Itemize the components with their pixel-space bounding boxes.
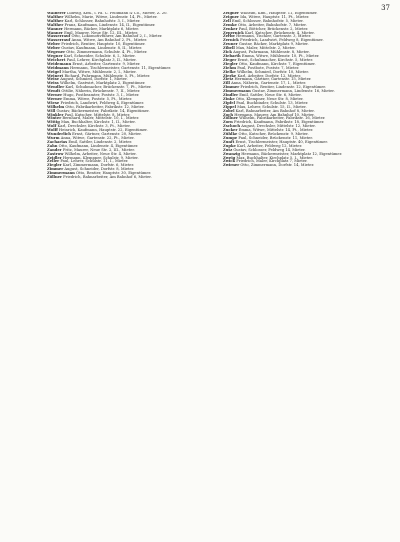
entry-text: Emil, Maurer, Neue Str. 12, III., Mieter.	[64, 30, 139, 35]
entry-text: Gustav, Kaufmann, Lindenstr. 8, II., Mieter.	[61, 46, 143, 51]
entry-text: Friedrich, Rentier, Hauptstr. 10, Eigentümer.	[61, 42, 146, 47]
entry-name: Zeigner	[223, 12, 239, 15]
entry-text: Karl, Bahnarbeiter, Am Bahnhof 8, Mieter.	[235, 108, 315, 113]
left-column	[47, 12, 211, 534]
entry-text: Karl, Zimmermann, Dorfstr. 6, Mieter.	[62, 163, 135, 168]
entry-text: Heinrich, Kaufmann, Hauptstr. 22, Eigentümer.	[58, 128, 148, 133]
directory-entry	[47, 176, 211, 180]
entry-name: Ziebarth	[223, 53, 241, 58]
entry-text: Otto, Rentier, Hauptstr. 30, Eigentümer.	[76, 171, 152, 176]
entry-text: Richard, Fuhrmann, Mühlenstr. 5, Pt., Mieter.	[64, 73, 151, 78]
entry-text: Max, Lehrer, Schulstr. 15, II., Mieter.	[237, 104, 307, 109]
entry-text: Bernhard, Maler, Mittelstr. 10, I., Mieter.	[62, 116, 140, 121]
entry-name: Zwirner	[223, 163, 240, 168]
entry-name: Zöllner	[47, 175, 62, 180]
entry-name: Zobel	[223, 108, 235, 113]
entry-name: Zielke	[223, 69, 236, 74]
entry-name: Weber	[47, 46, 61, 51]
entry-name: Walther	[47, 14, 64, 19]
entry-name: Ziegler	[47, 163, 62, 168]
entry-text: Otto, Zimmermann, Dorfstr. 14, Mieter.	[240, 163, 315, 168]
entry-name: Zimmermann	[47, 171, 75, 176]
entry-name: Wasserrauf	[47, 38, 71, 43]
entry-name: Wanner	[47, 26, 63, 31]
entry-text: Fritz, Maurer, Neue Str. 2, III., Mieter.	[62, 147, 135, 152]
entry-text: Karl, Arbeiter, Feldweg 12, Mieter.	[237, 143, 303, 148]
entry-text: August, Drechsler, Mittelstr. 12, Mieter.	[241, 124, 316, 129]
entry-text: Karl, Schuhmacher, Brückenstr. 7, Pt., Mieter.	[65, 85, 152, 90]
entry-name: Ziegler	[223, 61, 238, 66]
entry-text: Hermann, Bäcker, Marktplatz 6, Mieter.	[64, 26, 139, 31]
entry-name: Walberer	[47, 12, 66, 15]
entry-text: Ernst, Arbeiter, Gartenstr. 9, Mieter.	[72, 61, 141, 66]
entry-name: Zastrow	[47, 151, 64, 156]
entry-text: Wilhelm, Schmied, Dorfstr. 10, Mieter.	[236, 69, 309, 74]
entry-text: Paul, Böttcher, Brückenstr. 2, Mieter.	[238, 26, 309, 31]
entry-name: Zimmermann	[223, 89, 251, 94]
entry-name: Zimmer	[47, 167, 64, 172]
entry-name: Zeller	[47, 159, 60, 164]
entry-name: Walther	[47, 18, 64, 23]
entry-text: Hermann, Bäckermeister, Marktplatz 12, Eigentümer.	[241, 151, 343, 156]
entry-name: Zühlke	[223, 132, 238, 137]
entry-text: Paul, Kutscher, Mittelstr. 8, Mieter.	[64, 112, 131, 117]
entry-text: Emil, Schlosser, Bahnhofstr. 5, Mieter.	[232, 18, 304, 23]
directory-entry	[223, 164, 387, 168]
entry-text: Otto, Arbeiter, Bahnhofstr. 7, Mieter.	[238, 22, 307, 27]
entry-text: Max, Buchhalter, Kirchstr. 1, II., Mieter.	[61, 120, 136, 125]
entry-text: Anna, Witwe, Am Bahnhof 2, Pt., Mieter.	[71, 38, 148, 43]
entry-name: Zeidler	[47, 155, 62, 160]
entry-text: Ernst, Schuhmacher, Kirchstr. 5, Mieter.	[237, 57, 314, 62]
entry-name: Zenker	[223, 26, 238, 31]
entry-name: Wiese	[47, 100, 60, 105]
entry-text: Hermann, Maurer, Am Bahnhof 10, Mieter.	[234, 112, 315, 117]
entry-name: Zoch	[223, 112, 234, 117]
entry-text: Wilhelm, Arbeiter, Neue Str. 4, Mieter.	[64, 151, 137, 156]
entry-name: Wunderlich	[47, 132, 71, 137]
entry-text: Otto, Zimmermann, Schulstr. 4, Pt., Mieter.	[66, 50, 148, 55]
entry-name: Wasserrauf	[47, 34, 71, 39]
entry-text: Paul, Postbote, Poststr. 7, Mieter.	[237, 65, 300, 70]
entry-text: Paul, Buchbinder, Schulstr. 13, Mieter.	[236, 100, 309, 105]
entry-name: Zernick	[223, 38, 239, 43]
entry-name: Zibell	[223, 46, 235, 51]
entry-name: Zill	[223, 81, 230, 86]
entry-text: Wilhelm, Marie, Witwe, Lindenstr. 14, Pt., Mieter.	[64, 14, 158, 19]
entry-name: Zorn	[223, 120, 233, 125]
entry-text: Emil, Sattler, Lindenstr. 2, Mieter.	[68, 139, 133, 144]
entry-text: Franz, Kaufmann, Lindenstr. 14, II., Eigentümer.	[64, 22, 156, 27]
entry-name: Weichert	[47, 57, 66, 62]
entry-name: Zacharias	[47, 139, 68, 144]
entry-text: Emma, Witwe, Mühlenstr. 10, Pt., Mieter.	[241, 53, 320, 58]
entry-text: Gustav, Bäcker, Marktplatz 9, Mieter.	[238, 42, 309, 47]
entry-name: Zöllner	[223, 116, 238, 121]
entry-text: Hermann, Tischler, Gartenstr. 3, Mieter.	[236, 34, 312, 39]
entry-text: Karl, Arbeiter, Dorfstr. 12, Mieter.	[237, 73, 301, 78]
entry-text: Martha, Witwe, Mühlenstr. 2, I., Mieter.	[62, 69, 137, 74]
entry-name: Zepernick	[223, 30, 244, 35]
entry-name: Zimmer	[223, 85, 240, 90]
entry-text: Gustav, Schlosser, Feldweg 14, Mieter.	[233, 147, 306, 152]
entry-text: Ida, Witwe, Hauptstr. 11, Pt., Mieter.	[240, 14, 310, 19]
entry-name: Zander	[47, 147, 62, 152]
entry-name: Zick	[223, 50, 232, 55]
entry-name: Zupke	[223, 143, 236, 148]
entry-name: Zunft	[223, 139, 235, 144]
entry-text: Wilhelm, Gastwirt, Marktplatz 2, Eigentümer.	[59, 81, 146, 86]
entry-name: Werner	[47, 93, 63, 98]
entry-text: Friedrich, Maler, Kirchplatz 7, Mieter.	[236, 159, 308, 164]
entry-text: Wilhelm, Kfm., Hauptstr. 11, Eigentümer.	[240, 12, 318, 15]
entry-name: Weise	[47, 77, 60, 82]
entry-text: Hermann, Tischlermeister, Gartenstr. 11, Eigentümer.	[70, 65, 172, 70]
entry-name: Wurm	[47, 136, 60, 140]
entry-text: August, Fuhrmann, Mühlenstr. 8, Mieter.	[233, 50, 310, 55]
entry-name: Will	[47, 108, 56, 113]
entry-name: Weinert	[47, 73, 64, 78]
entry-text: Otto, Lokomotivführer, Am Bahnhof 2, I., Mieter.	[71, 34, 163, 39]
entry-name: Zerbe	[223, 34, 235, 39]
page-number: 37	[381, 4, 390, 12]
entry-name: Zindler	[223, 93, 239, 98]
entry-text: Ludwig, Kfm., i. Fa. C. Feldmann & Co., Mieter, Z. 20.	[66, 12, 168, 15]
entry-text: Otto, Klempner, Neue Str. 8, Mieter.	[235, 96, 304, 101]
entry-name: Wendt	[47, 89, 61, 94]
entry-name: Zemke	[223, 22, 237, 27]
entry-text: Otto, Kaufmann, Lindenstr. 4, Eigentümer.	[58, 143, 139, 148]
entry-text: August, Schmied, Dorfstr. 1, Mieter.	[60, 77, 128, 82]
entry-name: Zierke	[223, 73, 237, 78]
entry-text: Paul, Schneider, Brückenstr. 11, Mieter.	[238, 136, 313, 140]
entry-name: Zeigner	[223, 14, 239, 19]
entry-text: Hermann, Klempner, Schulstr. 9, Mieter.	[62, 155, 139, 160]
entry-text: Karl, Schneider, Schulstr. 6, I., Mieter.	[63, 53, 136, 58]
entry-name: Weiss	[47, 81, 59, 86]
entry-name: Zeuner	[223, 42, 238, 47]
entry-name: Zinke	[223, 96, 235, 101]
entry-name: Wilhelm	[47, 104, 65, 109]
entry-text: Gustav, Zimmermann, Lindenstr. 16, Mieter.	[252, 89, 335, 94]
entry-name: Wegner	[47, 53, 63, 58]
entry-name: Winter	[47, 116, 62, 121]
entry-name: Zietz	[223, 77, 234, 82]
entry-text: Karl, Kutscher, Brückenstr. 4, Mieter.	[244, 30, 315, 35]
entry-text: Max, Maler, Mittelstr. 2, Mieter.	[236, 46, 296, 51]
entry-name: Wittig	[47, 120, 60, 125]
entry-text: Emma, Witwe, Poststr. 5, Pt., Mieter.	[63, 96, 133, 101]
entry-text: Paul, Lehrer, Kirchplatz 3, II., Mieter.	[66, 57, 137, 62]
entry-name: Weber	[47, 42, 61, 47]
entry-name: Wendler	[47, 85, 65, 90]
entry-name: Werner	[47, 96, 63, 101]
entry-text: Ernst, Gärtner, Gartenstr. 20, Mieter.	[72, 132, 142, 137]
entry-name: Wanner	[47, 30, 63, 35]
entry-text: Hugo, Postbeamter, Poststr. 3, I., Mieter.	[63, 93, 140, 98]
entry-name: Wolf	[47, 124, 57, 129]
entry-text: Anna, Witwe, Gartenstr. 22, Pt., Mieter.	[60, 136, 135, 140]
entry-name: Zipfel	[223, 100, 236, 105]
entry-text: Gustav, Bäckermeister, Fabrikstr. 14, Eigentümer.	[56, 108, 150, 113]
entry-name: Wolff	[47, 128, 58, 133]
entry-text: Otto, Kaufmann, Kirchstr. 7, Eigentümer.	[238, 61, 316, 66]
entry-text: Otto, Kutscher, Brückenstr. 9, Mieter.	[238, 132, 309, 137]
entry-text: Friedrich, Rentier, Lindenstr. 12, Eigentümer.	[240, 85, 326, 90]
entry-text: Ottilie, Näherin, Brückenstr. 7, II., Mieter.	[61, 89, 141, 94]
entry-text: Hermann, Gärtner, Gartenstr. 15, Mieter.	[234, 77, 312, 82]
entry-name: Zweig	[223, 155, 236, 160]
entry-text: Paul, Lehrer, Schulstr. 11, I., Mieter.	[60, 159, 129, 164]
entry-name: Zahn	[47, 143, 58, 148]
entry-name: Walther	[47, 22, 64, 27]
entry-name: Zucker	[223, 128, 238, 133]
entry-text: Otto, Fabrikarbeiter, Fabrikstr. 12, Mieter.	[65, 104, 145, 109]
entry-text: Karl, Schlosser, Bahnhofstr. 3, I., Mieter.	[64, 18, 141, 23]
entry-text: Friedrich, Kaufmann, Fabrikstr. 18, Eigentümer.	[233, 120, 325, 125]
entry-text: Friedrich, Landwirt, Feldweg 8, Eigentümer.	[240, 38, 324, 43]
entry-text: Anna, Näherin, Gartenstr. 17, I., Mieter.	[231, 81, 307, 86]
entry-name: Ziehm	[223, 65, 237, 70]
entry-name: Zieger	[223, 57, 237, 62]
entry-name: Wegener	[47, 50, 66, 55]
entry-name: Weidemann	[47, 61, 72, 66]
entry-name: Weidmann	[47, 65, 69, 70]
entry-name: Zumpe	[223, 136, 238, 140]
right-column	[223, 12, 387, 534]
entry-text: Karl, Drechsler, Kirchstr. 3, Pt., Mieter.	[57, 124, 131, 129]
entry-name: Zwick	[223, 159, 236, 164]
entry-name: Zell	[223, 18, 231, 23]
entry-text: Emil, Sattler, Neue Str. 6, Mieter.	[239, 93, 302, 98]
entry-text: Emma, Witwe, Mittelstr. 14, Pt., Mieter.	[238, 128, 314, 133]
entry-text: Wilhelm, Fabrikarbeiter, Fabrikstr. 16, Mieter.	[239, 116, 326, 121]
entry-text: Ernst, Tischlermeister, Hauptstr. 40, Eigentümer.	[235, 139, 328, 144]
entry-text: Friedrich, Landwirt, Feldweg 4, Eigentümer.	[60, 100, 145, 105]
entry-name: Weigel	[47, 69, 61, 74]
entry-text: Max, Buchhalter, Kirchplatz 5, I., Mieter.	[236, 155, 313, 160]
entry-text: August, Schneider, Dorfstr. 8, Mieter.	[64, 167, 135, 172]
entry-name: Winkler	[47, 112, 64, 117]
entry-name: Zschoch	[223, 124, 241, 129]
entry-name: Zwanzig	[223, 151, 241, 156]
entry-name: Zutz	[223, 147, 233, 152]
entry-text: Friedrich, Bahnarbeiter, Am Bahnhof 6, Mieter.	[63, 175, 152, 180]
entry-name: Zippel	[223, 104, 236, 109]
